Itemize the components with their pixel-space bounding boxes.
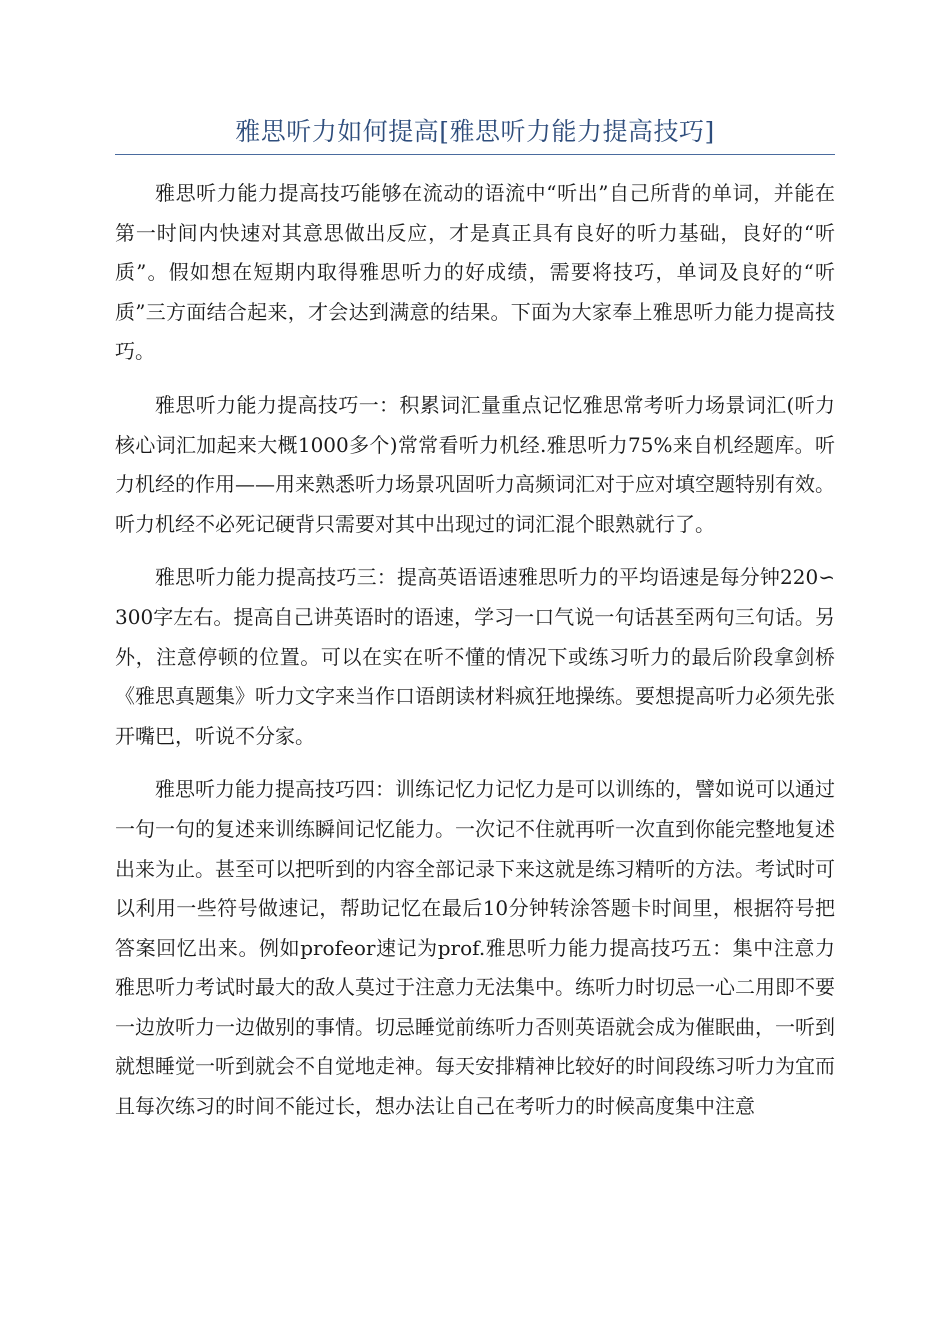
paragraph-tip-three: 雅思听力能力提高技巧三：提高英语语速雅思听力的平均语速是每分钟220∽300字左右。提高自己讲英语时的语速，学习一口气说一句话甚至两句三句话。另外，注意停顿的位置。可以在实在听不懂的情况下或练习听力的最后阶段拿剑桥《雅思真题集》听力文字来当作口语朗读材料疯狂地操练。要想提高听力必须先张开嘴巴，听说不分家。 (115, 565, 835, 748)
title-underline (115, 154, 835, 155)
paragraph-tip-four-five: 雅思听力能力提高技巧四：训练记忆力记忆力是可以训练的，譬如说可以通过一句一句的复述来训练瞬间记忆能力。一次记不住就再听一次直到你能完整地复述出来为止。甚至可以把听到的内容全部记录下来这就是练习精听的方法。考试时可以利用一些符号做速记，帮助记忆在最后10分钟转涂答题卡时间里，根据符号把答案回忆出来。例如profeor速记为prof.雅思听力能力提高技巧五：集中注意力雅思听力考试时最大的敌人莫过于注意力无法集中。练听力时切忌一心二用即不要一边放听力一边做别的事情。切忌睡觉前练听力否则英语就会成为催眠曲，一听到就想睡觉一听到就会不自觉地走神。每天安排精神比较好的时间段练习听力为宜而且每次练习的时间不能过长，想办法让自己在考听力的时候高度集中注意 (115, 777, 835, 1119)
paragraph-intro: 雅思听力能力提高技巧能够在流动的语流中“听出”自己所背的单词，并能在第一时间内快速对其意思做出反应，才是真正具有良好的听力基础，良好的“听质”。假如想在短期内取得雅思听力的好成绩，需要将技巧，单词及良好的“听质”三方面结合起来，才会达到满意的结果。下面为大家奉上雅思听力能力提高技巧。 (115, 181, 835, 364)
document-body (115, 174, 835, 1141)
paragraph-tip-one: 雅思听力能力提高技巧一：积累词汇量重点记忆雅思常考听力场景词汇(听力核心词汇加起来大概1000多个)常常看听力机经.雅思听力75%来自机经题库。听力机经的作用——用来熟悉听力场景巩固听力高频词汇对于应对填空题特别有效。听力机经不必死记硬背只需要对其中出现过的词汇混个眼熟就行了。 (115, 392, 835, 536)
document-title: 雅思听力如何提高[雅思听力能力提高技巧] (235, 117, 715, 146)
